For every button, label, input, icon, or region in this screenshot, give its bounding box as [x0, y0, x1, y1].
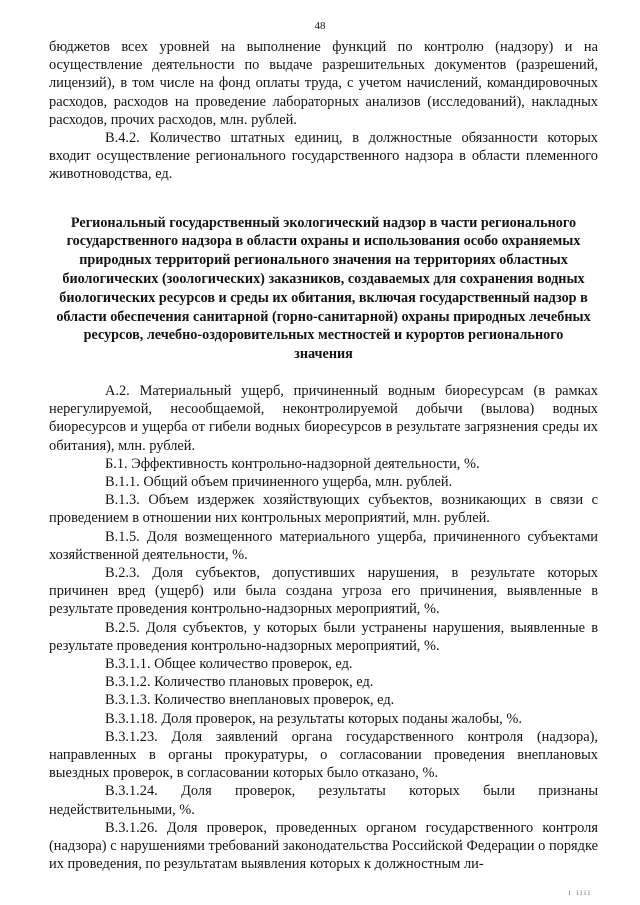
indicator-v-1-1: В.1.1. Общий объем причиненного ущерба, млн. рублей.: [105, 474, 453, 491]
indicator-v-2-5: В.2.5. Доля субъектов, у которых были устранены нарушения, выявленные в результате проведения контрольно-надзорных мероприятий, %.: [49, 619, 598, 654]
indicator-v-3-1-24: В.3.1.24. Доля проверок, результаты которых были признаны недействительными, %.: [49, 783, 598, 818]
indicator-v-3-1-2: В.3.1.2. Количество плановых проверок, ед.: [105, 674, 374, 691]
scan-footer-mark: i iiii: [568, 889, 592, 897]
paragraph-indicator-b-4-2: В.4.2. Количество штатных единиц, в должностные обязанности которых входит осуществление регионального государственного надзора в области племенного животноводства, ед.: [49, 130, 598, 183]
page-number: 48: [314, 20, 326, 32]
indicator-v-2-3: В.2.3. Доля субъектов, допустивших нарушения, в результате которых причинен вред (ущерб) или была создана угроза его причинения, выявленные в результате проведения контрольно-надзорных мероприятий, %.: [49, 565, 598, 618]
indicator-v-1-5: В.1.5. Доля возмещенного материального ущерба, причиненного субъектами хозяйственной деятельности, %.: [49, 528, 598, 563]
indicator-v-3-1-26: В.3.1.26. Доля проверок, проведенных органом государственного контроля (надзора) с нарушениями требований законодательства Российской Федерации о порядке их проведения, по результатам выявления которых к должностным ли-: [49, 819, 598, 873]
indicator-v-3-1-23: В.3.1.23. Доля заявлений органа государственного контроля (надзора), направленных в органы прокуратуры, о согласовании проведения внеплановых выездных проверок, в согласовании которых было отказано, %.: [49, 728, 598, 782]
paragraph-continuation: бюджетов всех уровней на выполнение функций по контролю (надзору) и на осуществление деятельности по выдаче разрешительных документов (разрешений, лицензий), в том числе на фонд оплаты труда, с учетом начислений, командировочных расходов, расходов на проведение лабораторных анализов (исследований), накладных расходов, прочих расходов, млн. рублей.: [49, 39, 598, 128]
indicator-a-2: А.2. Материальный ущерб, причиненный водным биоресурсам (в рамках нерегулируемой, несообщаемой, неконтролируемой добычи (вылова) водных биоресурсов и ущерба от гибели водных биоресурсов в результате загрязнения среды их обитания), млн. рублей.: [49, 383, 598, 454]
indicator-v-3-1-18: В.3.1.18. Доля проверок, на результаты которых поданы жалобы, %.: [105, 710, 522, 727]
indicator-v-3-1-1: В.3.1.1. Общее количество проверок, ед.: [105, 656, 353, 673]
indicator-v-3-1-3: В.3.1.3. Количество внеплановых проверок, ед.: [105, 692, 395, 709]
indicator-v-1-3: В.1.3. Объем издержек хозяйствующих субъектов, возникающих в связи с проведением в отношении них контрольных мероприятий, млн. рублей.: [49, 492, 598, 527]
indicator-b-1: Б.1. Эффективность контрольно-надзорной деятельности, %.: [105, 455, 480, 472]
section-heading: Региональный государственный экологический надзор в части регионального государственного надзора в области охраны и использования особо охраняемых природных территорий регионального значения на территориях областных биологических (зоологических) заказников, создаваемых для сохранения водных биологических ресурсов и среды их обитания, включая государственный надзор в области обеспечения санитарной (горно-санитарной) охраны природных лечебных ресурсов, лечебно-оздоровительных местностей и курортов регионального значения: [56, 214, 591, 363]
document-body: [49, 38, 598, 873]
